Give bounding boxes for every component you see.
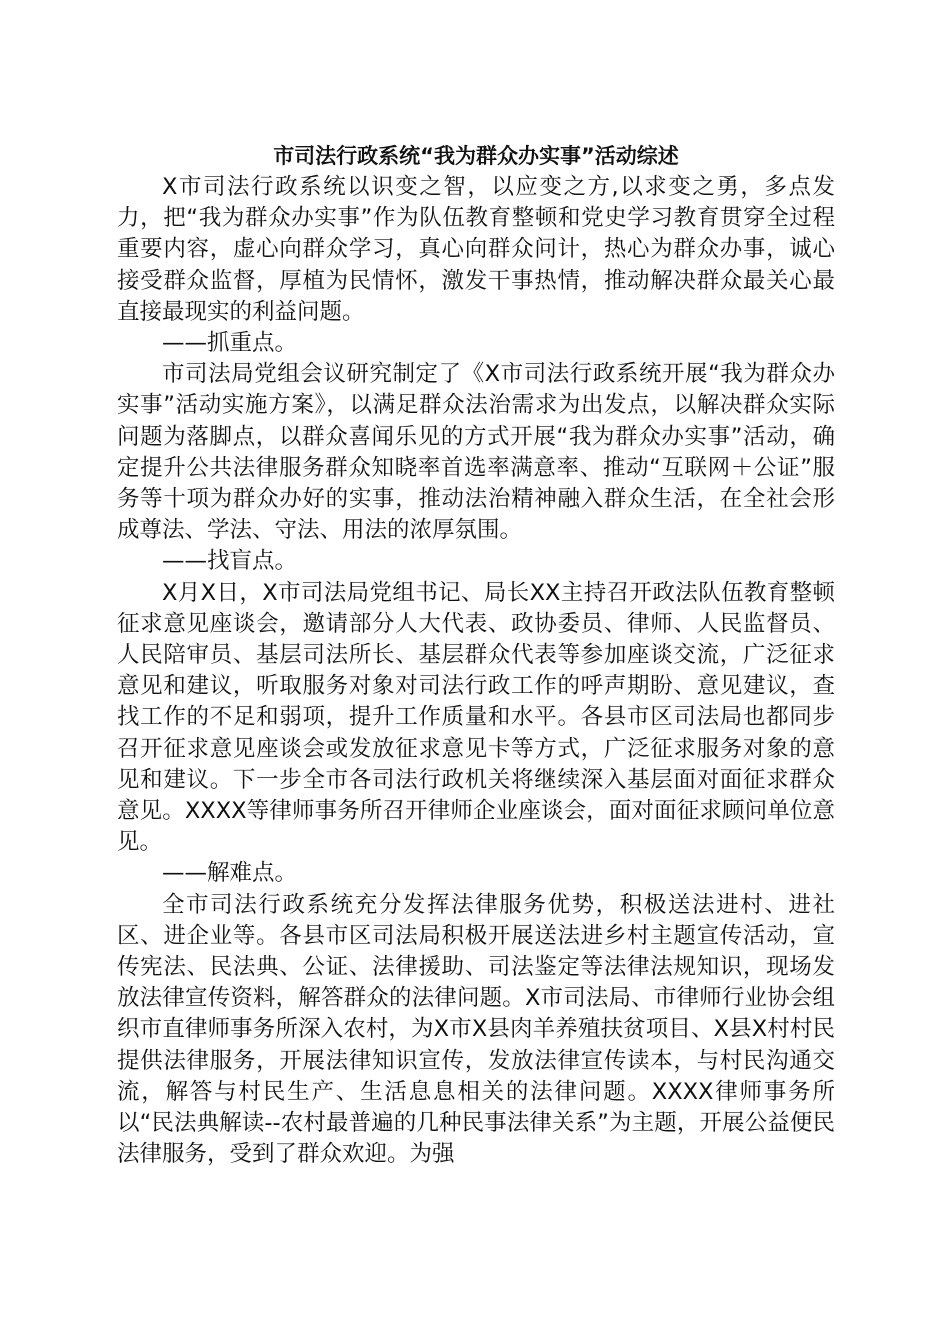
document-title: 市司法行政系统“我为群众办实事”活动综述 (273, 144, 679, 168)
section-body-focus: 市司法局党组会议研究制定了《X市司法行政系统开展“我为群众办实事”活动实施方案》，以满足群众法治需求为出发点，以解决群众实际问题为落脚点，以群众喜闻乐见的方式开展“我为群众办实事”活动，确定提升公共法律服务群众知晓率首选率满意率、推动“互联网＋公证”服务等十项为群众办好的实事，推动法治精神融入群众生活，在全社会形成尊法、学法、守法、用法的浓厚氛围。 (117, 361, 835, 544)
section-heading-focus: ——抓重点。 (162, 330, 298, 357)
document-body (117, 140, 835, 1171)
section-heading-blindspot: ——找盲点。 (162, 548, 298, 575)
intro-paragraph: X市司法行政系统以识变之智，以应变之方,以求变之勇，多点发力，把“我为群众办实事”作为队伍教育整顿和党史学习教育贯穿全过程重要内容，虚心向群众学习，真心向群众问计，热心为群众办事，诚心接受群众监督，厚植为民情怀，激发干事热情，推动解决群众最关心最直接最现实的利益问题。 (117, 174, 835, 325)
section-heading-difficulty: ——解难点。 (162, 860, 298, 887)
section-body-blindspot: X月X日，X市司法局党组书记、局长XX主持召开政法队伍教育整顿征求意见座谈会，邀请部分人大代表、政协委员、律师、人民监督员、人民陪审员、基层司法所长、基层群众代表等参加座谈交流，广泛征求意见和建议，听取服务对象对司法行政工作的呼声期盼、意见建议，查找工作的不足和弱项，提升工作质量和水平。各县市区司法局也都同步召开征求意见座谈会或发放征求意见卡等方式，广泛征求服务对象的意见和建议。下一步全市各司法行政机关将继续深入基层面对面征求群众意见。XXXX等律师事务所召开律师企业座谈会，面对面征求顾问单位意见。 (117, 579, 835, 856)
section-body-difficulty: 全市司法行政系统充分发挥法律服务优势，积极送法进村、进社区、进企业等。各县市区司法局积极开展送法进乡村主题宣传活动，宣传宪法、民法典、公证、法律援助、司法鉴定等法律法规知识，现场发放法律宣传资料，解答群众的法律问题。X市司法局、市律师行业协会组织市直律师事务所深入农村，为X市X县肉羊养殖扶贫项目、X县X村村民提供法律服务，开展法律知识宣传，发放法律宣传读本，与村民沟通交流，解答与村民生产、生活息息相关的法律问题。XXXX律师事务所以“民法典解读--农村最普遍的几种民事法律关系”为主题，开展公益便民法律服务，受到了群众欢迎。为强 (117, 891, 835, 1168)
